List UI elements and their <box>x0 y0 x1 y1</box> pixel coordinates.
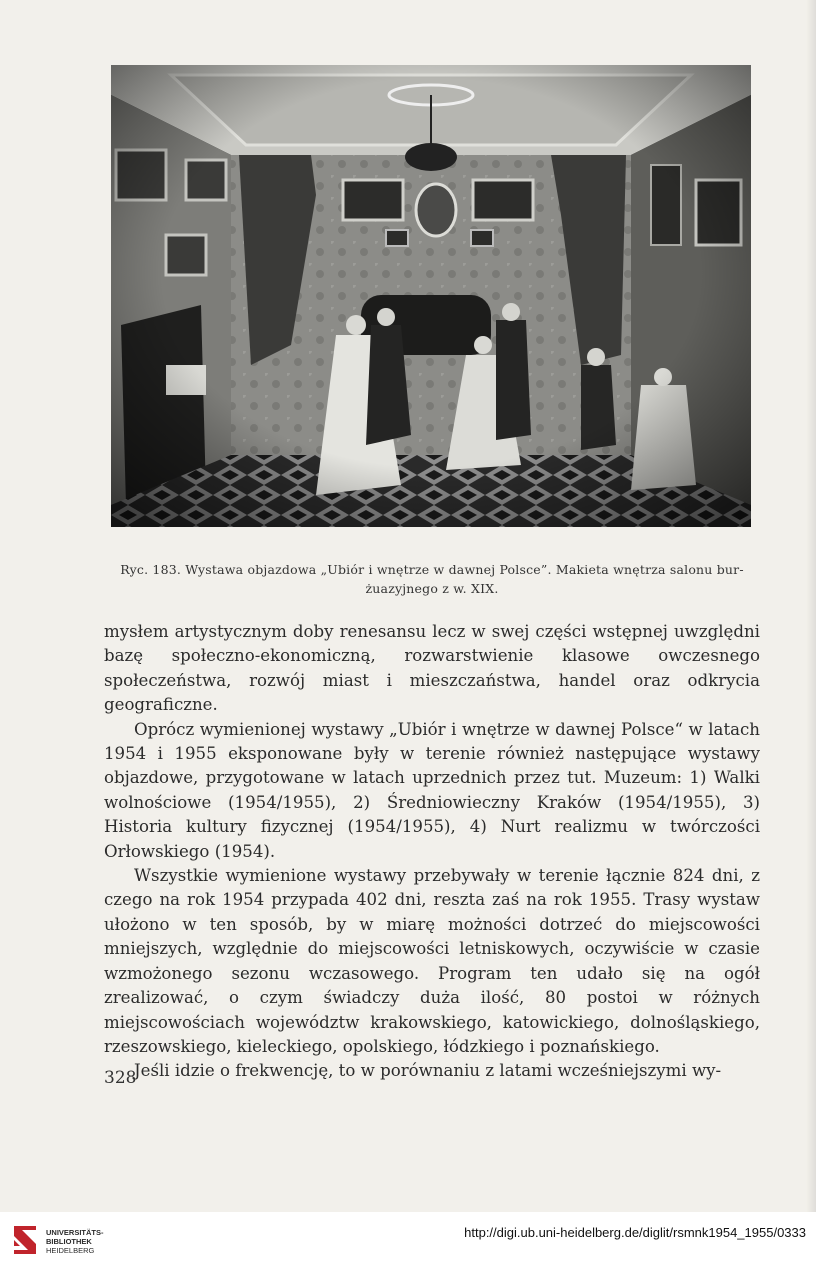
caption-line-2: żuazyjnego z w. XIX. <box>365 581 499 596</box>
page-number: 328 <box>104 1068 137 1088</box>
paragraph-3: Wszystkie wymienione wystawy przebywały w terenie łącznie 824 dni, z czego na rok 1954 przypada 402 dni, reszta zaś na rok 1955. Trasy wystaw ułożono w ten sposób, by w miarę możności dotrzeć do miejscowości mniejszych, względnie do miejscowości letniskowych, oczywiście w czasie wzmożonego sezonu wczasowego. Program ten udało się na ogół zrealizować, o czym świadczy duża ilość, 80 postoi w różnych miejscowościach województw krakowskiego, katowickiego, dolnośląskiego, rzeszowskiego, kieleckiego, opolskiego, łódzkiego i poznańskiego. <box>104 866 760 1056</box>
paragraph-1: mysłem artystycznym doby renesansu lecz w swej części wstępnej uwzględni bazę społeczno-ekonomiczną, rozwarstwienie klasowe owczesnego społeczeństwa, rozwój miast i mieszczaństwa, handel oraz odkrycia geograficzne. <box>104 622 760 715</box>
paragraph-4: Jeśli idzie o frekwencję, to w porównaniu z latami wcześniejszymi wy- <box>134 1061 722 1081</box>
ub-heidelberg-logo[interactable] <box>10 1220 120 1262</box>
figure-caption <box>104 560 760 598</box>
logo-mark-icon <box>10 1222 40 1258</box>
logo-line-3: HEIDELBERG <box>46 1246 95 1255</box>
logo-text <box>46 1228 104 1255</box>
page-edge-shadow <box>806 0 816 1212</box>
logo-line-2: BIBLIOTHEK <box>46 1237 92 1246</box>
salon-model-photograph <box>111 65 751 527</box>
caption-line-1: Ryc. 183. Wystawa objazdowa „Ubiór i wnętrze w dawnej Polsce”. Makieta wnętrza salonu bur- <box>120 562 744 577</box>
body-text <box>104 620 760 1084</box>
permalink-url[interactable]: http://digi.ub.uni-heidelberg.de/diglit/rsmnk1954_1955/0333 <box>464 1225 806 1240</box>
paragraph-2: Oprócz wymienionej wystawy „Ubiór i wnętrze w dawnej Polsce“ w latach 1954 i 1955 eksponowane były w terenie również następujące wystawy objazdowe, przygotowane w latach uprzednich przez tut. Muzeum: 1) Walki wolnościowe (1954/1955), 2) Średniowieczny Kraków (1954/1955), 3) Historia kultury fizycznej (1954/1955), 4) Nurt realizmu w twórczości Orłowskiego (1954). <box>104 719 760 861</box>
viewer-footer <box>0 1212 816 1269</box>
logo-line-1: UNIVERSITÄTS- <box>46 1228 104 1237</box>
